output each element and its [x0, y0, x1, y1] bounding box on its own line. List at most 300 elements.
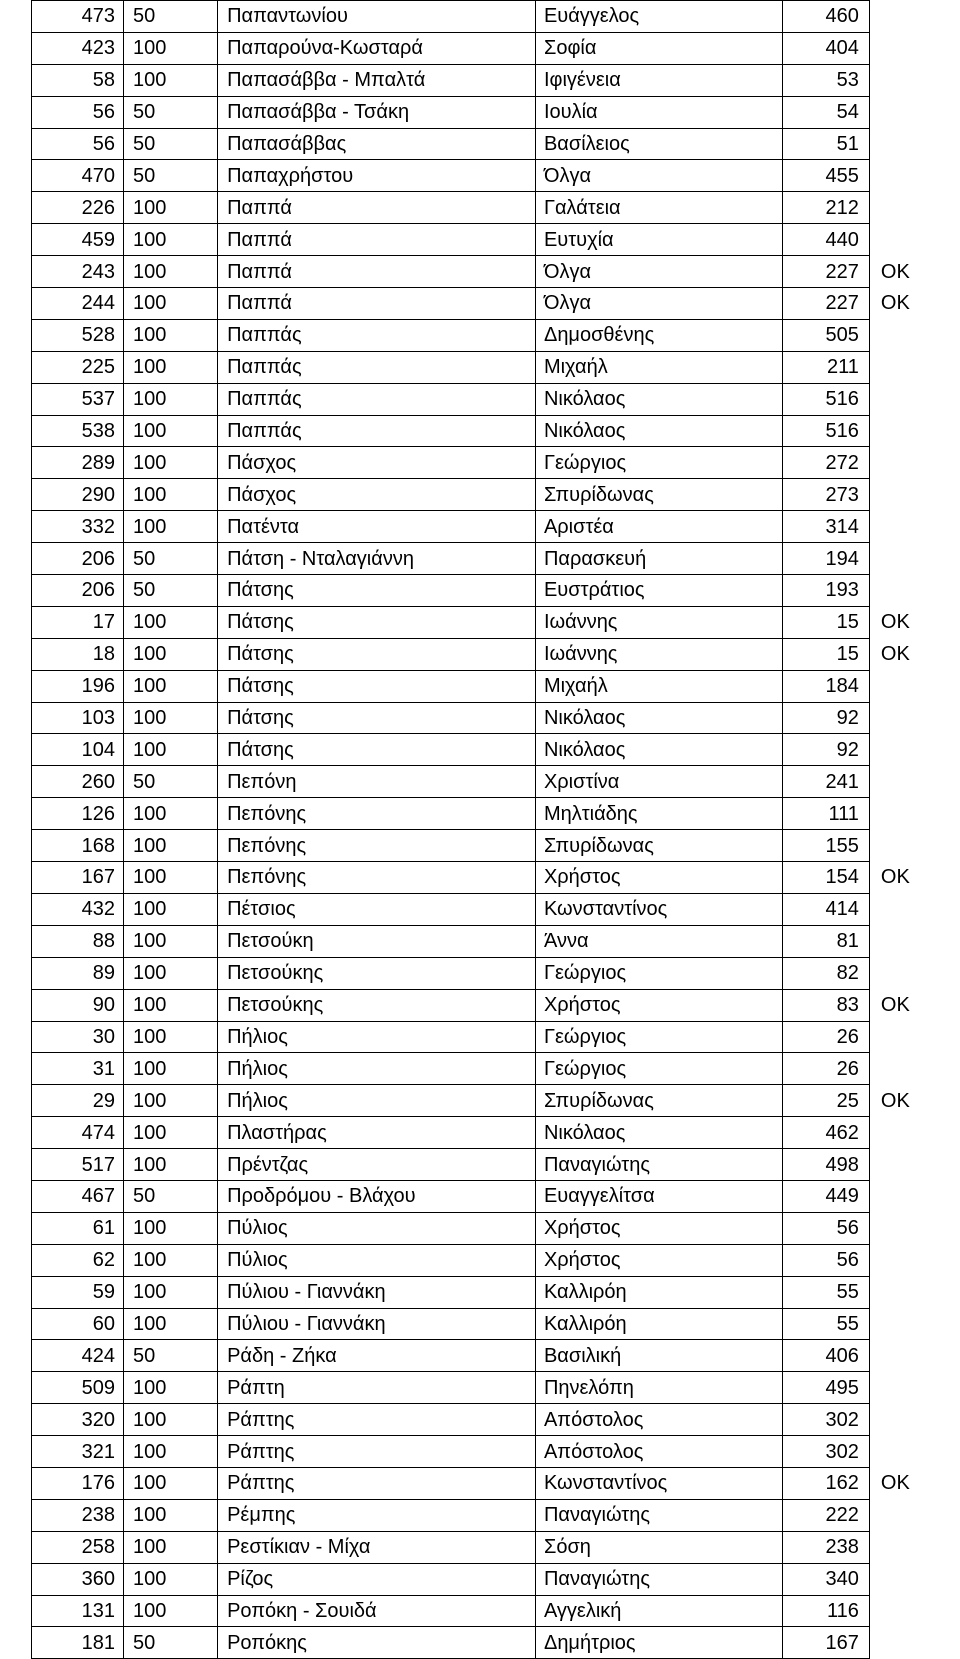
surname-cell: Πύλιος [218, 1212, 536, 1244]
number-cell: 55 [782, 1308, 869, 1340]
first-name-cell: Νικόλαος [535, 415, 782, 447]
percentage-cell: 100 [124, 957, 218, 989]
record-id-cell: 18 [32, 638, 124, 670]
ok-mark-cell [869, 1180, 960, 1212]
number-cell: 460 [782, 1, 869, 33]
surname-cell: Ρεστίκιαν - Μίχα [218, 1531, 536, 1563]
table-row [32, 1, 960, 33]
surname-cell: Παππάς [218, 319, 536, 351]
table-row [32, 1627, 960, 1659]
first-name-cell: Σόση [535, 1531, 782, 1563]
number-cell: 56 [782, 1244, 869, 1276]
percentage-cell: 100 [124, 511, 218, 543]
first-name-cell: Καλλιρόη [535, 1276, 782, 1308]
percentage-cell: 100 [124, 1276, 218, 1308]
surname-cell: Ράπτης [218, 1404, 536, 1436]
first-name-cell: Αριστέα [535, 511, 782, 543]
record-id-cell: 320 [32, 1404, 124, 1436]
first-name-cell: Ιουλία [535, 96, 782, 128]
first-name-cell: Γεώργιος [535, 447, 782, 479]
number-cell: 194 [782, 543, 869, 575]
percentage-cell: 100 [124, 989, 218, 1021]
first-name-cell: Βασίλειος [535, 128, 782, 160]
first-name-cell: Ιωάννης [535, 638, 782, 670]
percentage-cell: 100 [124, 64, 218, 96]
record-id-cell: 474 [32, 1117, 124, 1149]
record-id-cell: 181 [32, 1627, 124, 1659]
percentage-cell: 50 [124, 1340, 218, 1372]
number-cell: 222 [782, 1499, 869, 1531]
first-name-cell: Νικόλαος [535, 702, 782, 734]
ok-mark-cell: OK [869, 1467, 960, 1499]
ok-mark-cell [869, 224, 960, 256]
percentage-cell: 100 [124, 1595, 218, 1627]
ok-mark-cell [869, 543, 960, 575]
table-row [32, 1180, 960, 1212]
surname-cell: Πάσχος [218, 479, 536, 511]
record-id-cell: 459 [32, 224, 124, 256]
ok-mark-cell [869, 575, 960, 607]
number-cell: 404 [782, 32, 869, 64]
table-row [32, 319, 960, 351]
percentage-cell: 100 [124, 256, 218, 288]
first-name-cell: Νικόλαος [535, 383, 782, 415]
first-name-cell: Ευτυχία [535, 224, 782, 256]
surname-cell: Πεπόνης [218, 830, 536, 862]
percentage-cell: 100 [124, 1467, 218, 1499]
surname-cell: Παππάς [218, 351, 536, 383]
record-id-cell: 244 [32, 288, 124, 320]
table-row [32, 1563, 960, 1595]
surname-cell: Παπαχρήστου [218, 160, 536, 192]
number-cell: 55 [782, 1276, 869, 1308]
table-row [32, 415, 960, 447]
record-id-cell: 470 [32, 160, 124, 192]
percentage-cell: 50 [124, 543, 218, 575]
surname-cell: Ράπτης [218, 1467, 536, 1499]
surname-cell: Ράδη - Ζήκα [218, 1340, 536, 1372]
number-cell: 302 [782, 1436, 869, 1468]
percentage-cell: 100 [124, 638, 218, 670]
surname-cell: Παπασάββα - Μπαλτά [218, 64, 536, 96]
number-cell: 81 [782, 925, 869, 957]
percentage-cell: 50 [124, 766, 218, 798]
record-id-cell: 30 [32, 1021, 124, 1053]
surname-cell: Πύλιος [218, 1244, 536, 1276]
record-id-cell: 56 [32, 96, 124, 128]
table-row [32, 862, 960, 894]
record-id-cell: 131 [32, 1595, 124, 1627]
record-id-cell: 332 [32, 511, 124, 543]
number-cell: 498 [782, 1149, 869, 1181]
ok-mark-cell [869, 351, 960, 383]
surname-cell: Παππά [218, 256, 536, 288]
table-row [32, 575, 960, 607]
surname-cell: Πήλιος [218, 1085, 536, 1117]
number-cell: 155 [782, 830, 869, 862]
percentage-cell: 100 [124, 1531, 218, 1563]
surname-cell: Παππάς [218, 383, 536, 415]
table-row [32, 702, 960, 734]
record-id-cell: 58 [32, 64, 124, 96]
ok-mark-cell: OK [869, 989, 960, 1021]
record-id-cell: 89 [32, 957, 124, 989]
percentage-cell: 100 [124, 32, 218, 64]
ok-mark-cell [869, 511, 960, 543]
ok-mark-cell: OK [869, 862, 960, 894]
percentage-cell: 100 [124, 925, 218, 957]
first-name-cell: Μηλτιάδης [535, 798, 782, 830]
record-id-cell: 225 [32, 351, 124, 383]
surname-cell: Πεπόνης [218, 862, 536, 894]
ok-mark-cell [869, 1021, 960, 1053]
ok-mark-cell [869, 32, 960, 64]
ok-mark-cell [869, 830, 960, 862]
number-cell: 462 [782, 1117, 869, 1149]
first-name-cell: Σπυρίδωνας [535, 479, 782, 511]
first-name-cell: Πηνελόπη [535, 1372, 782, 1404]
percentage-cell: 50 [124, 1180, 218, 1212]
percentage-cell: 100 [124, 1212, 218, 1244]
ok-mark-cell [869, 383, 960, 415]
table-row [32, 606, 960, 638]
surname-cell: Παπαντωνίου [218, 1, 536, 33]
table-row [32, 511, 960, 543]
ok-mark-cell: OK [869, 638, 960, 670]
surname-cell: Πάσχος [218, 447, 536, 479]
table-row [32, 447, 960, 479]
surname-cell: Πάτσης [218, 638, 536, 670]
ok-mark-cell: OK [869, 256, 960, 288]
table-row [32, 1276, 960, 1308]
surname-cell: Παππάς [218, 415, 536, 447]
table-row [32, 1595, 960, 1627]
table-row [32, 288, 960, 320]
table-row [32, 798, 960, 830]
surname-cell: Ράπτη [218, 1372, 536, 1404]
ok-mark-cell [869, 1531, 960, 1563]
first-name-cell: Νικόλαος [535, 1117, 782, 1149]
record-id-cell: 432 [32, 893, 124, 925]
record-id-cell: 467 [32, 1180, 124, 1212]
ok-mark-cell [869, 192, 960, 224]
percentage-cell: 100 [124, 1085, 218, 1117]
table-row [32, 1149, 960, 1181]
ok-mark-cell [869, 1563, 960, 1595]
record-id-cell: 196 [32, 670, 124, 702]
record-id-cell: 517 [32, 1149, 124, 1181]
table-row [32, 1531, 960, 1563]
table-row [32, 1117, 960, 1149]
ok-mark-cell [869, 1372, 960, 1404]
surname-cell: Πήλιος [218, 1021, 536, 1053]
first-name-cell: Δημοσθένης [535, 319, 782, 351]
record-id-cell: 206 [32, 543, 124, 575]
table-row [32, 957, 960, 989]
first-name-cell: Χρήστος [535, 1244, 782, 1276]
number-cell: 212 [782, 192, 869, 224]
table-row [32, 1085, 960, 1117]
record-id-cell: 103 [32, 702, 124, 734]
number-cell: 516 [782, 383, 869, 415]
first-name-cell: Ευάγγελος [535, 1, 782, 33]
record-id-cell: 168 [32, 830, 124, 862]
table-row [32, 766, 960, 798]
number-cell: 15 [782, 606, 869, 638]
first-name-cell: Μιχαήλ [535, 351, 782, 383]
surname-cell: Παππά [218, 224, 536, 256]
ok-mark-cell [869, 479, 960, 511]
ok-mark-cell [869, 1499, 960, 1531]
number-cell: 162 [782, 1467, 869, 1499]
ok-mark-cell [869, 957, 960, 989]
surname-cell: Πάτσης [218, 702, 536, 734]
surname-cell: Πετσούκης [218, 989, 536, 1021]
record-id-cell: 167 [32, 862, 124, 894]
percentage-cell: 100 [124, 1149, 218, 1181]
first-name-cell: Δημήτριος [535, 1627, 782, 1659]
first-name-cell: Ιφιγένεια [535, 64, 782, 96]
table-row [32, 64, 960, 96]
ok-mark-cell [869, 1212, 960, 1244]
number-cell: 414 [782, 893, 869, 925]
ok-mark-cell [869, 1404, 960, 1436]
percentage-cell: 100 [124, 702, 218, 734]
ok-mark-cell: OK [869, 288, 960, 320]
number-cell: 505 [782, 319, 869, 351]
number-cell: 51 [782, 128, 869, 160]
table-row [32, 1244, 960, 1276]
surname-cell: Πετσούκης [218, 957, 536, 989]
first-name-cell: Κωνσταντίνος [535, 1467, 782, 1499]
ok-mark-cell [869, 925, 960, 957]
first-name-cell: Νικόλαος [535, 734, 782, 766]
first-name-cell: Αγγελική [535, 1595, 782, 1627]
percentage-cell: 100 [124, 670, 218, 702]
surname-cell: Πήλιος [218, 1053, 536, 1085]
percentage-cell: 100 [124, 192, 218, 224]
table-row [32, 479, 960, 511]
first-name-cell: Καλλιρόη [535, 1308, 782, 1340]
ok-mark-cell [869, 415, 960, 447]
table-row [32, 1436, 960, 1468]
ok-mark-cell [869, 64, 960, 96]
number-cell: 495 [782, 1372, 869, 1404]
record-id-cell: 206 [32, 575, 124, 607]
record-id-cell: 290 [32, 479, 124, 511]
surname-cell: Πύλιου - Γιαννάκη [218, 1308, 536, 1340]
percentage-cell: 100 [124, 798, 218, 830]
ok-mark-cell [869, 702, 960, 734]
percentage-cell: 100 [124, 862, 218, 894]
surname-cell: Ρέμπης [218, 1499, 536, 1531]
records-table [31, 0, 960, 1659]
first-name-cell: Όλγα [535, 288, 782, 320]
number-cell: 273 [782, 479, 869, 511]
percentage-cell: 100 [124, 1244, 218, 1276]
table-row [32, 1021, 960, 1053]
table-row [32, 160, 960, 192]
first-name-cell: Χριστίνα [535, 766, 782, 798]
table-row [32, 1499, 960, 1531]
number-cell: 516 [782, 415, 869, 447]
table-row [32, 192, 960, 224]
first-name-cell: Παναγιώτης [535, 1563, 782, 1595]
record-id-cell: 56 [32, 128, 124, 160]
number-cell: 340 [782, 1563, 869, 1595]
record-id-cell: 509 [32, 1372, 124, 1404]
record-id-cell: 88 [32, 925, 124, 957]
first-name-cell: Βασιλική [535, 1340, 782, 1372]
record-id-cell: 126 [32, 798, 124, 830]
table-row [32, 734, 960, 766]
percentage-cell: 100 [124, 734, 218, 766]
first-name-cell: Άννα [535, 925, 782, 957]
number-cell: 455 [782, 160, 869, 192]
percentage-cell: 50 [124, 96, 218, 128]
record-id-cell: 537 [32, 383, 124, 415]
surname-cell: Πλαστήρας [218, 1117, 536, 1149]
first-name-cell: Χρήστος [535, 989, 782, 1021]
ok-mark-cell [869, 1276, 960, 1308]
table-row [32, 1467, 960, 1499]
number-cell: 314 [782, 511, 869, 543]
first-name-cell: Χρήστος [535, 1212, 782, 1244]
ok-mark-cell [869, 1117, 960, 1149]
first-name-cell: Όλγα [535, 256, 782, 288]
table-row [32, 128, 960, 160]
number-cell: 211 [782, 351, 869, 383]
record-id-cell: 29 [32, 1085, 124, 1117]
first-name-cell: Ιωάννης [535, 606, 782, 638]
number-cell: 193 [782, 575, 869, 607]
record-id-cell: 360 [32, 1563, 124, 1595]
first-name-cell: Παρασκευή [535, 543, 782, 575]
percentage-cell: 100 [124, 319, 218, 351]
record-id-cell: 90 [32, 989, 124, 1021]
number-cell: 111 [782, 798, 869, 830]
table-row [32, 351, 960, 383]
percentage-cell: 100 [124, 606, 218, 638]
record-id-cell: 31 [32, 1053, 124, 1085]
ok-mark-cell [869, 670, 960, 702]
surname-cell: Πατέντα [218, 511, 536, 543]
record-id-cell: 423 [32, 32, 124, 64]
surname-cell: Πύλιου - Γιαννάκη [218, 1276, 536, 1308]
surname-cell: Πάτσης [218, 575, 536, 607]
number-cell: 272 [782, 447, 869, 479]
table-row [32, 543, 960, 575]
percentage-cell: 100 [124, 383, 218, 415]
table-row [32, 989, 960, 1021]
record-id-cell: 59 [32, 1276, 124, 1308]
ok-mark-cell [869, 160, 960, 192]
first-name-cell: Παναγιώτης [535, 1149, 782, 1181]
percentage-cell: 100 [124, 1563, 218, 1595]
table-row [32, 32, 960, 64]
surname-cell: Πάτσης [218, 670, 536, 702]
percentage-cell: 100 [124, 1053, 218, 1085]
number-cell: 15 [782, 638, 869, 670]
percentage-cell: 100 [124, 1404, 218, 1436]
ok-mark-cell [869, 734, 960, 766]
number-cell: 440 [782, 224, 869, 256]
surname-cell: Πάτσης [218, 606, 536, 638]
first-name-cell: Κωνσταντίνος [535, 893, 782, 925]
surname-cell: Παππά [218, 288, 536, 320]
record-id-cell: 62 [32, 1244, 124, 1276]
record-id-cell: 321 [32, 1436, 124, 1468]
ok-mark-cell [869, 1340, 960, 1372]
first-name-cell: Μιχαήλ [535, 670, 782, 702]
number-cell: 302 [782, 1404, 869, 1436]
ok-mark-cell [869, 1244, 960, 1276]
ok-mark-cell [869, 1436, 960, 1468]
ok-mark-cell [869, 96, 960, 128]
ok-mark-cell [869, 1053, 960, 1085]
record-id-cell: 243 [32, 256, 124, 288]
table-row [32, 638, 960, 670]
surname-cell: Ρίζος [218, 1563, 536, 1595]
ok-mark-cell [869, 1308, 960, 1340]
number-cell: 227 [782, 288, 869, 320]
first-name-cell: Ευστράτιος [535, 575, 782, 607]
percentage-cell: 100 [124, 415, 218, 447]
number-cell: 92 [782, 702, 869, 734]
number-cell: 26 [782, 1021, 869, 1053]
ok-mark-cell [869, 447, 960, 479]
ok-mark-cell [869, 893, 960, 925]
percentage-cell: 100 [124, 479, 218, 511]
record-id-cell: 176 [32, 1467, 124, 1499]
table-row [32, 893, 960, 925]
first-name-cell: Γεώργιος [535, 1021, 782, 1053]
first-name-cell: Σοφία [535, 32, 782, 64]
surname-cell: Παπασάββας [218, 128, 536, 160]
percentage-cell: 50 [124, 160, 218, 192]
table-row [32, 830, 960, 862]
table-row [32, 1212, 960, 1244]
number-cell: 82 [782, 957, 869, 989]
percentage-cell: 100 [124, 1021, 218, 1053]
record-id-cell: 238 [32, 1499, 124, 1531]
percentage-cell: 50 [124, 1, 218, 33]
ok-mark-cell: OK [869, 606, 960, 638]
surname-cell: Ροπόκης [218, 1627, 536, 1659]
document-page [31, 0, 960, 1659]
first-name-cell: Γαλάτεια [535, 192, 782, 224]
number-cell: 449 [782, 1180, 869, 1212]
ok-mark-cell [869, 319, 960, 351]
surname-cell: Προδρόμου - Βλάχου [218, 1180, 536, 1212]
record-id-cell: 258 [32, 1531, 124, 1563]
first-name-cell: Απόστολος [535, 1436, 782, 1468]
surname-cell: Πεπόνη [218, 766, 536, 798]
number-cell: 154 [782, 862, 869, 894]
percentage-cell: 50 [124, 1627, 218, 1659]
surname-cell: Ροπόκη - Σουιδά [218, 1595, 536, 1627]
ok-mark-cell [869, 1, 960, 33]
percentage-cell: 100 [124, 1499, 218, 1531]
percentage-cell: 100 [124, 351, 218, 383]
surname-cell: Παπασάββα - Τσάκη [218, 96, 536, 128]
table-row [32, 1372, 960, 1404]
record-id-cell: 289 [32, 447, 124, 479]
first-name-cell: Χρήστος [535, 862, 782, 894]
surname-cell: Πρέντζας [218, 1149, 536, 1181]
ok-mark-cell: OK [869, 1085, 960, 1117]
ok-mark-cell [869, 128, 960, 160]
